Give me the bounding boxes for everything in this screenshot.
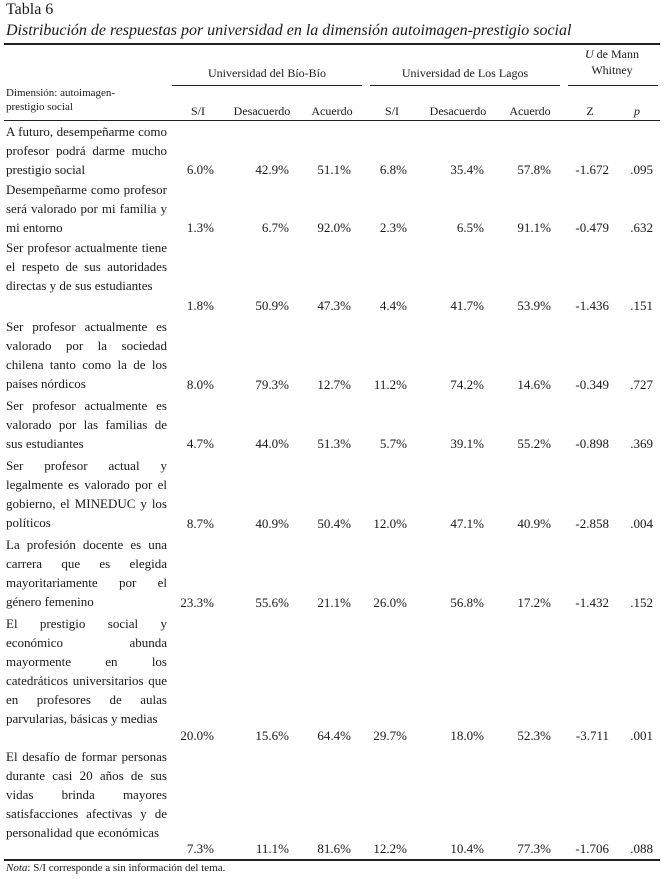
table-row bbox=[0, 238, 666, 315]
cell: 55.2% bbox=[517, 436, 551, 451]
cell: 57.8% bbox=[517, 162, 551, 177]
cell: 17.2% bbox=[517, 595, 551, 610]
table-row bbox=[0, 180, 666, 237]
cell: 4.7% bbox=[186, 436, 214, 451]
bottom-rule bbox=[4, 859, 660, 861]
cell: 55.6% bbox=[255, 595, 289, 610]
cell: 47.3% bbox=[317, 298, 351, 313]
cell: 77.3% bbox=[517, 841, 551, 856]
cell: -0.349 bbox=[575, 377, 609, 392]
cell: 26.0% bbox=[373, 595, 407, 610]
cell: -1.706 bbox=[575, 841, 609, 856]
cell: .095 bbox=[630, 162, 653, 177]
row-statement: A futuro, desempeñarme como profesor podrá darme mucho prestigio social bbox=[6, 124, 167, 178]
cell: .001 bbox=[630, 728, 653, 743]
cell: 50.4% bbox=[317, 516, 351, 531]
table-note bbox=[6, 862, 225, 874]
cell: 35.4% bbox=[450, 162, 484, 177]
table-caption: Distribución de respuestas por universidad en la dimensión autoimagen-prestigio social bbox=[6, 22, 572, 39]
col-header: Acuerdo bbox=[311, 104, 353, 118]
cell: 15.6% bbox=[255, 728, 289, 743]
cell: .369 bbox=[630, 436, 653, 451]
cell: 44.0% bbox=[255, 436, 289, 451]
cell: -0.479 bbox=[575, 220, 609, 235]
row-statement: El desafío de formar personas durante casi 20 años de sus vidas brinda mayores satisfacciones afectivas y de personalidad que económicas bbox=[6, 749, 167, 841]
cell: 12.2% bbox=[373, 841, 407, 856]
note-text: : S/I corresponde a sin información del tema. bbox=[27, 862, 226, 874]
mann-whitney-header bbox=[568, 46, 656, 78]
cell: 81.6% bbox=[317, 841, 351, 856]
row-statement: Ser profesor actualmente tiene el respeto de sus autoridades directas y de sus estudiantes bbox=[6, 240, 167, 294]
cell: 11.1% bbox=[255, 841, 289, 856]
cell: .727 bbox=[630, 377, 653, 392]
table-row bbox=[0, 456, 666, 533]
cell: 51.3% bbox=[317, 436, 351, 451]
cell: .088 bbox=[630, 841, 653, 856]
row-statement: Ser profesor actualmente es valorado por las familias de sus estudiantes bbox=[6, 398, 167, 452]
cell: 6.5% bbox=[456, 220, 484, 235]
cell: 41.7% bbox=[450, 298, 484, 313]
university-1-underline bbox=[172, 85, 362, 86]
cell: 64.4% bbox=[317, 728, 351, 743]
cell: 92.0% bbox=[317, 220, 351, 235]
cell: .152 bbox=[630, 595, 653, 610]
cell: 12.0% bbox=[373, 516, 407, 531]
university-2-header: Universidad de Los Lagos bbox=[401, 66, 529, 80]
cell: .004 bbox=[630, 516, 653, 531]
cell: .151 bbox=[630, 298, 653, 313]
cell: 4.4% bbox=[379, 298, 407, 313]
table-row bbox=[0, 535, 666, 612]
col-header: Desacuerdo bbox=[233, 104, 291, 118]
cell: 6.8% bbox=[379, 162, 407, 177]
mann-whitney-label: de Mann Whitney bbox=[591, 47, 639, 77]
mann-whitney-u: U bbox=[585, 47, 594, 61]
cell: -1.672 bbox=[575, 162, 609, 177]
cell: -1.436 bbox=[575, 298, 609, 313]
table-row bbox=[0, 317, 666, 394]
cell: 39.1% bbox=[450, 436, 484, 451]
col-header: Z bbox=[586, 104, 594, 118]
cell: 29.7% bbox=[373, 728, 407, 743]
cell: 1.8% bbox=[186, 298, 214, 313]
cell: 14.6% bbox=[517, 377, 551, 392]
cell: 53.9% bbox=[517, 298, 551, 313]
table-row bbox=[0, 614, 666, 744]
row-statement: El prestigio social y económico abunda mayormente en los catedráticos universitarios que en profesores de aulas parvularias, básicas y medias bbox=[6, 616, 167, 727]
cell: 8.0% bbox=[186, 377, 214, 392]
cell: 91.1% bbox=[517, 220, 551, 235]
row-statement: La profesión docente es una carrera que es elegida mayoritariamente por el género femenino bbox=[6, 537, 167, 610]
table-number: Tabla 6 bbox=[6, 1, 54, 18]
cell: -1.432 bbox=[575, 595, 609, 610]
cell: 23.3% bbox=[180, 595, 214, 610]
cell: 20.0% bbox=[180, 728, 214, 743]
cell: 6.7% bbox=[261, 220, 289, 235]
row-statement: Ser profesor actual y legalmente es valorado por el gobierno, el MINEDUC y los políticos bbox=[6, 458, 167, 531]
cell: 40.9% bbox=[255, 516, 289, 531]
cell: 21.1% bbox=[317, 595, 351, 610]
top-rule bbox=[4, 43, 660, 45]
cell: 18.0% bbox=[450, 728, 484, 743]
header-rule bbox=[4, 120, 660, 121]
col-header: p bbox=[634, 104, 640, 118]
cell: 79.3% bbox=[255, 377, 289, 392]
cell: 8.7% bbox=[186, 516, 214, 531]
table-row bbox=[0, 396, 666, 453]
cell: 5.7% bbox=[379, 436, 407, 451]
cell: 11.2% bbox=[373, 377, 407, 392]
cell: 42.9% bbox=[255, 162, 289, 177]
cell: 6.0% bbox=[186, 162, 214, 177]
col-header: Acuerdo bbox=[509, 104, 551, 118]
cell: 47.1% bbox=[450, 516, 484, 531]
col-header: Desacuerdo bbox=[429, 104, 487, 118]
cell: 7.3% bbox=[186, 841, 214, 856]
cell: 2.3% bbox=[379, 220, 407, 235]
cell: -2.858 bbox=[575, 516, 609, 531]
cell: 40.9% bbox=[517, 516, 551, 531]
dimension-label: Dimensión: autoimagen-prestigio social bbox=[6, 87, 116, 113]
cell: 10.4% bbox=[450, 841, 484, 856]
cell: 12.7% bbox=[317, 377, 351, 392]
cell: 52.3% bbox=[517, 728, 551, 743]
col-header: S/I bbox=[384, 104, 399, 118]
table-row bbox=[0, 122, 666, 179]
row-statement: Ser profesor actualmente es valorado por la sociedad chilena tanto como la de los países nórdicos bbox=[6, 319, 167, 392]
university-2-underline bbox=[370, 85, 560, 86]
col-header: S/I bbox=[190, 104, 205, 118]
cell: 50.9% bbox=[255, 298, 289, 313]
cell: -0.898 bbox=[575, 436, 609, 451]
table-row bbox=[0, 747, 666, 859]
row-statement: Desempeñarme como profesor será valorado por mi familia y mi entorno bbox=[6, 182, 167, 236]
note-label: Nota bbox=[6, 862, 28, 874]
cell: 51.1% bbox=[317, 162, 351, 177]
university-1-header: Universidad del Bío-Bío bbox=[208, 66, 326, 80]
cell: 1.3% bbox=[186, 220, 214, 235]
mann-whitney-underline bbox=[568, 85, 658, 86]
cell: .632 bbox=[630, 220, 653, 235]
cell: 74.2% bbox=[450, 377, 484, 392]
cell: 56.8% bbox=[450, 595, 484, 610]
cell: -3.711 bbox=[575, 728, 609, 743]
